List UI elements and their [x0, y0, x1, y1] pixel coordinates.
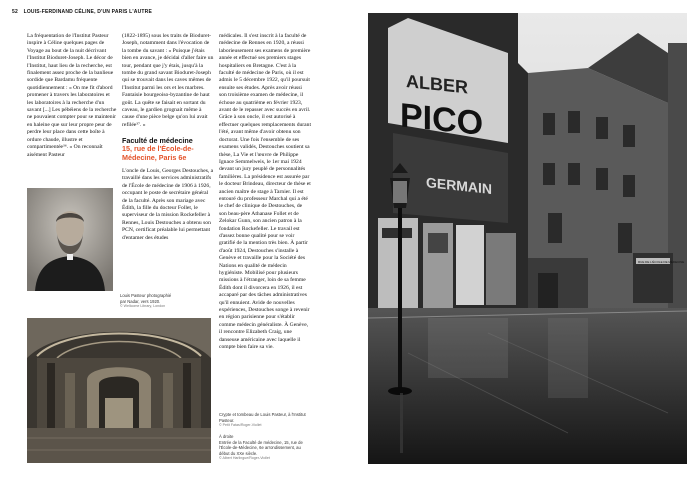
pasteur-crypt-photo [27, 318, 211, 463]
faculty-caption [219, 434, 311, 462]
column-3-text: médicales. Il s'est inscrit à la faculté de médecine de Rennes en 1920, a réussi laborieusement ses examens de première année et effectué ses premiers stages hospitaliers en Bretagne. C'est à la faculté de médecine de Paris, où il est admis le 5 décembre 1922, qu'il poursuit ensuite ses études. Après avoir réussi son troisième examen de médecine, il échoue au quatrième en février 1923, avant de le repasser avec succès en avril. Grâce à son oncle, il est autorisé à effectuer quelques remplacements durant l'été, avant même d'avoir obtenu son doctorat. Une fois l'ensemble de ses examens validés, Destouches soutient sa thèse, La Vie et l'œuvre de Philippe Ignace Semmelweis, le 1er mai 1924 devant un jury peuplé de personnalités familières. La présidence est assurée par le docteur Brindeau, directeur de thèse et ancien maître de stage à Tarnier. Il est entouré du professeur Marchal qui a été le chef de clinique de Destouches, de son beau-père Athanase Follet et de Zelokar Gunn, son ancien patron à la fondation Rockefeller. Le travail est d'assez bonne qualité pour se voir gratifié de la mention très bien. À partir d'août 1924, Destouches s'installe à Genève et travaille pour la Société des Nations en qualité de médecin hygiéniste. Mobilisé pour plusieurs missions à l'étranger, loin de sa femme Édith dont il divorcera en 1926, il est accaparé par des tâches administratives qu'il ennuient. Avide de nouvelles expériences, Destouches songe à revenir en région parisienne pour s'établir comme médecin généraliste. À Genève, il rencontre Elizabeth Craig, une danseuse américaine avec laquelle il compte bien faire sa vie. [219, 33, 311, 351]
faculty-caption-direction: À droite [219, 434, 234, 439]
pasteur-portrait-photo [27, 188, 113, 291]
column-1-text: La fréquentation de l'Institut Pasteur inspire à Céline quelques pages de Voyage au bout de la nuit décrivant l'Institut Bioduret-Joseph. Le décor de l'Institut, haut lieu de la recherche, est finalement assez proche de la banlieue sordide que Bardamu fréquente quotidiennement : « On me fit d'abord promener à travers les laboratoires et les laboratoires à la recherche d'un savant [...] Les pébéiens de la recherche ne pouvaient compter pour se maintenir en haleine que sur leur propre peur de perdre leur place dans cette boîte à ordure chaude, illustre et compartimentée³⁶. » On reconnaît aisément Pasteur [27, 33, 117, 158]
faculty-street-photo [368, 13, 687, 464]
sign-germain-text: GERMAIN [426, 174, 493, 198]
sign-top-text: ALBER [406, 71, 468, 98]
column-2-text-bottom: L'oncle de Louis, Georges Destouches, a travaillé dans les services administratifs de l'École de médecine de 1906 à 1926, occupant le poste de secrétaire général de la faculté. Après son mariage avec Édith, la fille du docteur Follet, le superviseur de la mission Rockefeller à Rennes, Louis Destouches a obtenu son PCN, certificat préalable lui permettant d'entamer des études [122, 167, 214, 241]
crypt-caption-text: Crypte et tombeau de Louis Pasteur, à l'Institut Pasteur. [219, 412, 306, 423]
text-column-1 [27, 33, 117, 159]
pasteur-caption-credit: © Wellcome Library, London [120, 304, 166, 309]
street-sign-text: RUE DE L'ÉCOLE DE MÉDECINE [638, 260, 685, 264]
crypt-caption [219, 412, 309, 429]
page-number: 52 [12, 9, 18, 15]
pasteur-caption [120, 293, 178, 310]
sign-main-text: PICO [400, 96, 484, 144]
faculty-caption-credit: © Albert Harlingue/Roger-Viollet [219, 456, 270, 461]
running-title: LOUIS-FERDINAND CÉLINE, D'UN PARIS L'AUTRE [23, 9, 153, 15]
section-heading-title: Faculté de médecine [122, 136, 193, 146]
text-column-3 [219, 33, 311, 351]
running-head [12, 9, 152, 15]
crypt-caption-credit: © Petit Fatas/Roger-Viollet [219, 423, 262, 428]
pasteur-caption-text: Louis Pasteur photographié par Nadar, vers 1920. [120, 293, 172, 304]
section-heading [122, 137, 214, 162]
section-heading-address: 15, rue de l'École-de-Médecine, Paris 6e [122, 144, 194, 162]
column-2-text-top: (1822-1895) sous les traits de Bioduret-Joseph, notamment dans l'évocation de la tombe du savant : « Puisque j'étais bien en avance, je décidai d'aller faire un tour, pendant que j'y étais, jusqu'à la tombe du grand savant Bioduret-Joseph qui se trouvait dans les caves mêmes de l'Institut parmi les ors et les marbres. Fantaisie bourgeoiso-byzantine de haut goût. La quête se faisait en sortant du caveau, le gardien grognait même à cause d'une pièce belge qu'on lui avait refilée³⁷. » [122, 33, 214, 128]
text-column-2 [122, 33, 214, 242]
faculty-caption-text: Entrée de la Faculté de médecine, 15, rue de l'École-de-Médecine, 6e arrondissement, au début du XXe siècle. [219, 439, 303, 456]
